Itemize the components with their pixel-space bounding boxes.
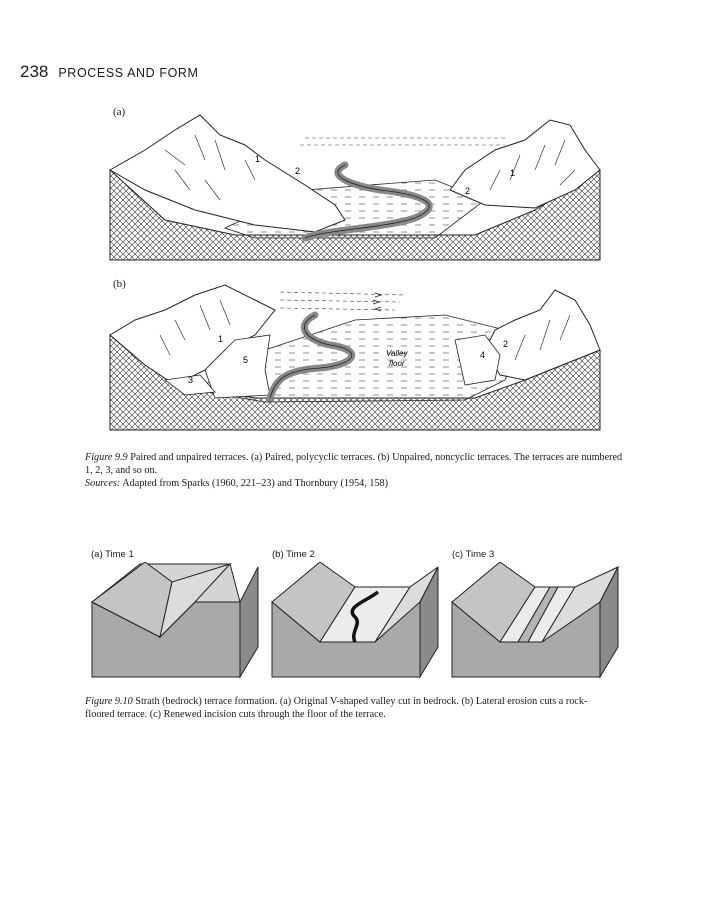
page-number: 238 — [20, 62, 49, 81]
sources-label: Sources: — [85, 478, 121, 489]
terrace-label: 1 — [255, 154, 261, 164]
terrace-label: 2 — [465, 186, 471, 196]
terrace-label: 1 — [218, 334, 224, 344]
terrace-label: 2 — [295, 166, 301, 176]
terrace-label: 1 — [510, 168, 516, 178]
fig-9-9b-illustration — [105, 280, 605, 440]
valley-floor-label: floor — [389, 359, 405, 368]
valley-floor-label: Valley — [386, 349, 408, 358]
fig-9-9a-illustration — [105, 110, 605, 270]
sources-text: Adapted from Sparks (1960, 221–23) and Thornbury (1954, 158) — [122, 478, 389, 489]
terrace-label: 2 — [503, 339, 509, 349]
caption-text: Strath (bedrock) terrace formation. (a) Original V-shaped valley cut in bedrock. (b) Lateral erosion cuts a rock-floored terrace. (c) Renewed incision cuts through the floor of the terrace. — [85, 696, 588, 720]
fig-9-10b-block — [270, 562, 440, 682]
running-head: PROCESS AND FORM — [58, 66, 199, 80]
fig-9-10-panel-c-label: (c) Time 3 — [452, 549, 495, 560]
page-header — [20, 62, 199, 82]
fig-9-10a-block — [90, 562, 260, 682]
fig-9-10c-block — [450, 562, 620, 682]
terrace-label: 4 — [480, 350, 486, 360]
caption-label: Figure 9.10 — [85, 696, 133, 707]
terrace-label: 3 — [188, 375, 194, 385]
fig-9-10-caption — [85, 695, 615, 721]
fig-9-10-panel-b-label: (b) Time 2 — [272, 549, 315, 560]
terrace-label: 5 — [243, 355, 249, 365]
caption-label: Figure 9.9 — [85, 452, 128, 463]
fig-9-9-caption — [85, 451, 630, 490]
caption-text: Paired and unpaired terraces. (a) Paired, polycyclic terraces. (b) Unpaired, noncyclic terraces. The terraces are numbered 1, 2, 3, and so on. — [85, 452, 623, 476]
fig-9-9-panel-a-label: (a) — [113, 106, 126, 118]
fig-9-10-panel-a-label: (a) Time 1 — [91, 549, 134, 560]
fig-9-9-panel-b-label: (b) — [113, 278, 126, 290]
